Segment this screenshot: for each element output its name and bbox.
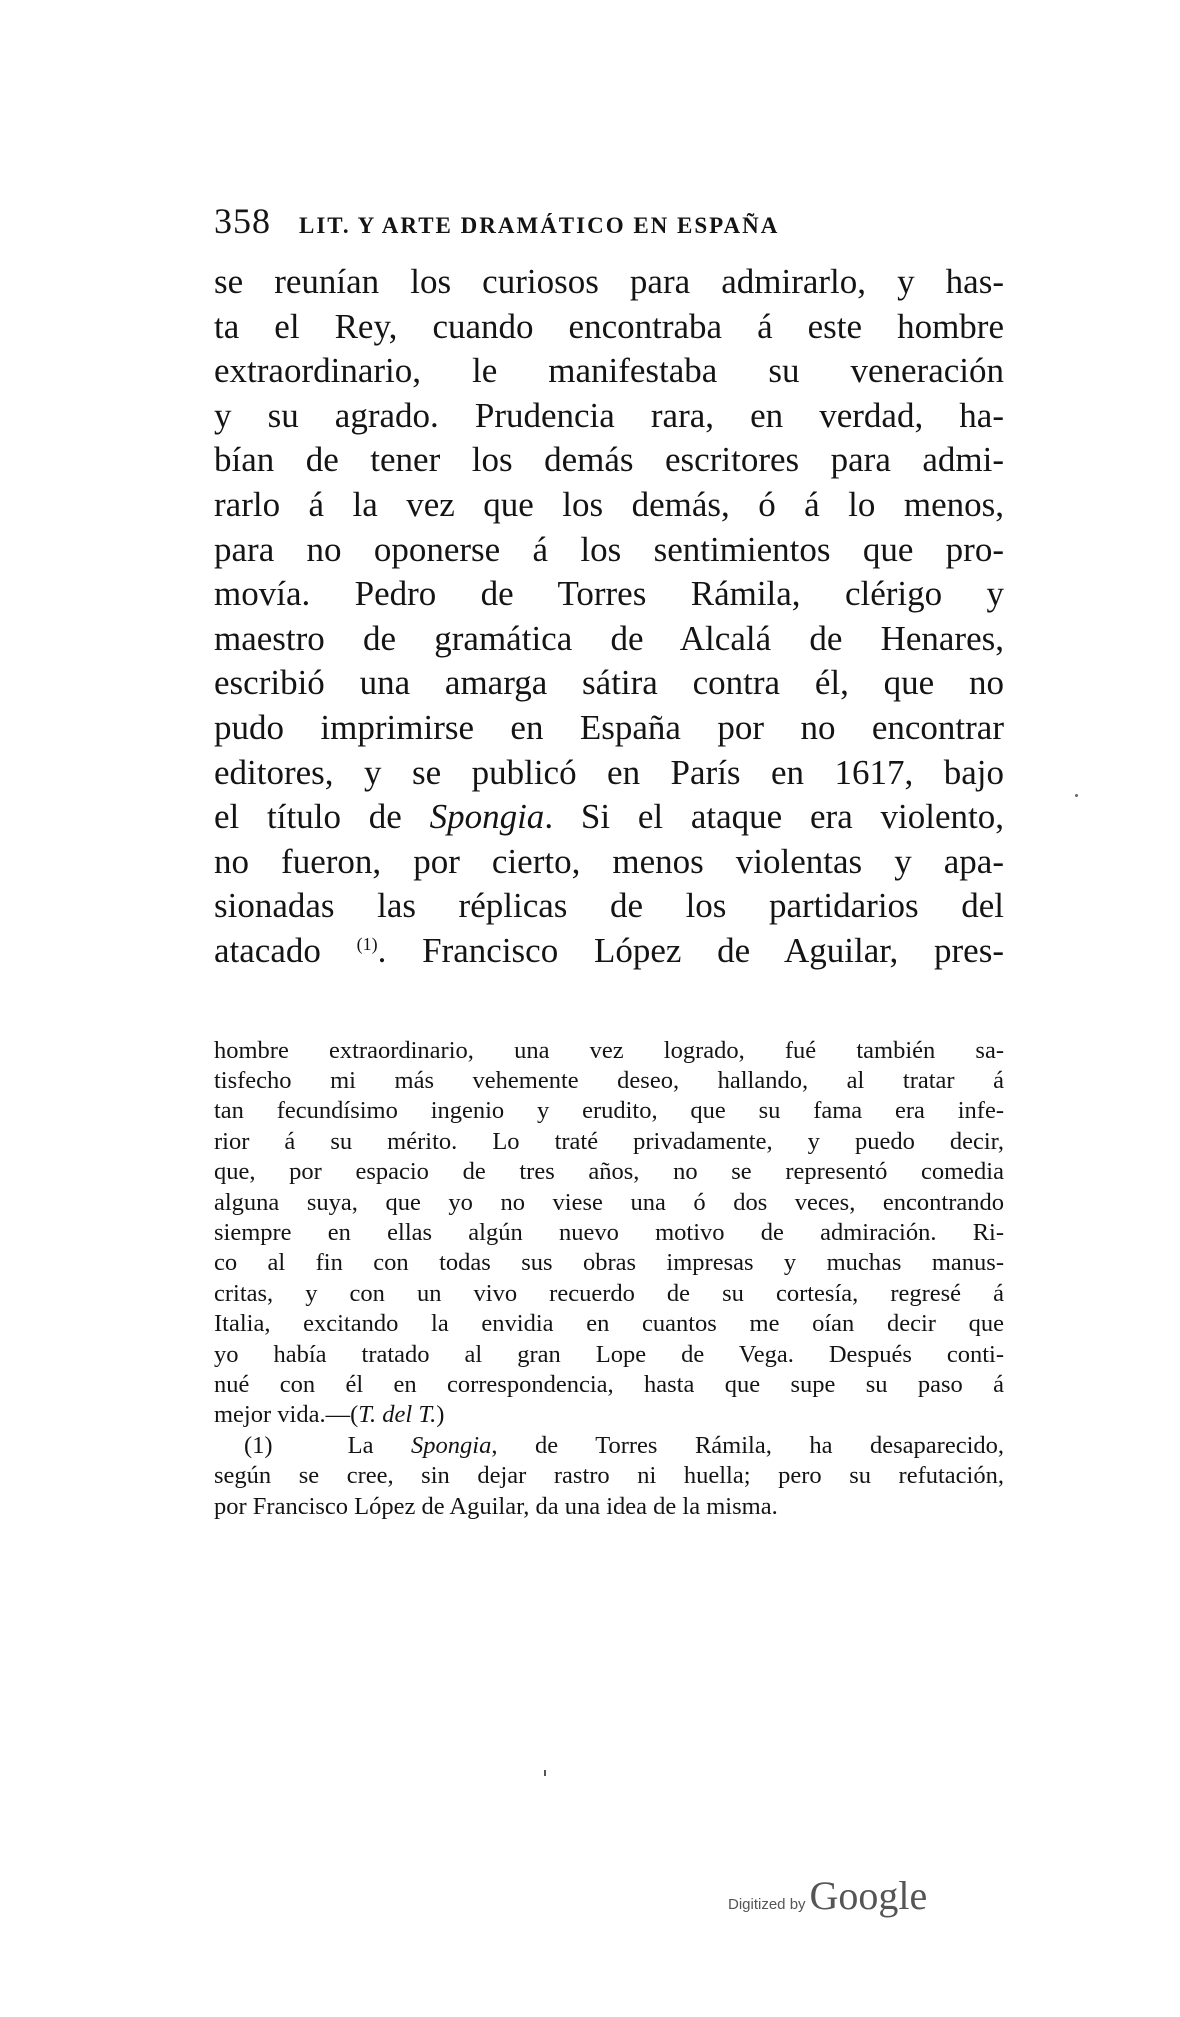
translator-note: T. del T. bbox=[358, 1401, 437, 1429]
body-line: bían de tener los demás escritores para admi- bbox=[214, 440, 1004, 480]
footnote-marker: (1) bbox=[244, 1431, 273, 1459]
digitization-watermark bbox=[728, 1872, 927, 1919]
body-line: extraordinario, le manifestaba su veneración bbox=[214, 351, 1004, 391]
footnote-reference: (1) bbox=[356, 933, 378, 954]
body-line: no fueron, por cierto, menos violentas y apa- bbox=[214, 841, 1004, 881]
body-line: pudo imprimirse en España por no encontrar bbox=[214, 707, 1004, 747]
notes-section bbox=[214, 1036, 1004, 1523]
body-line: para no oponerse á los sentimientos que pro- bbox=[214, 529, 1004, 569]
note-text-fragment: ) bbox=[436, 1401, 445, 1429]
body-text-fragment: . Francisco López de Aguilar, pres- bbox=[377, 930, 1004, 970]
body-text bbox=[214, 260, 1004, 974]
note-line: tisfecho mi más vehemente deseo, hallando, al tratar á bbox=[214, 1066, 1004, 1094]
print-speck bbox=[544, 1770, 546, 1776]
body-text-fragment: atacado bbox=[214, 930, 357, 970]
note-line: alguna suya, que yo no viese una ó dos veces, encontrando bbox=[214, 1188, 1004, 1216]
body-line: y su agrado. Prudencia rara, en verdad, ha- bbox=[214, 395, 1004, 435]
print-speck bbox=[1075, 794, 1078, 797]
body-line: rarlo á la vez que los demás, ó á lo menos, bbox=[214, 484, 1004, 524]
body-line: sionadas las réplicas de los partidarios del bbox=[214, 886, 1004, 926]
footnote-fragment: , de Torres Rámila, ha desaparecido, bbox=[491, 1431, 1005, 1459]
body-line-title bbox=[214, 795, 1004, 840]
note-line: siempre en ellas algún nuevo motivo de admiración. Ri- bbox=[214, 1218, 1004, 1246]
note-line: que, por espacio de tres años, no se representó comedia bbox=[214, 1158, 1004, 1186]
note-text-fragment: mejor vida.—( bbox=[214, 1401, 359, 1429]
footnote-spongia: Spongia bbox=[411, 1431, 492, 1459]
body-line: movía. Pedro de Torres Rámila, clérigo y bbox=[214, 574, 1004, 614]
note-line: Italia, excitando la envidia en cuantos me oían decir que bbox=[214, 1310, 1004, 1338]
note-line: hombre extraordinario, una vez logrado, fué también sa- bbox=[214, 1036, 1004, 1064]
running-title: LIT. Y ARTE DRAMÁTICO EN ESPAÑA bbox=[299, 213, 780, 238]
note-line-end bbox=[214, 1400, 1004, 1430]
note-line: critas, y con un vivo recuerdo de su cortesía, regresé á bbox=[214, 1279, 1004, 1307]
running-head bbox=[214, 200, 1004, 248]
body-text-fragment: el título de bbox=[214, 797, 430, 837]
watermark-small-text: Digitized by bbox=[728, 1896, 806, 1913]
google-logo: Google bbox=[809, 1873, 928, 1918]
note-line: tan fecundísimo ingenio y erudito, que su fama era infe- bbox=[214, 1097, 1004, 1125]
body-line: escribió una amarga sátira contra él, que no bbox=[214, 663, 1004, 703]
page-number: 358 bbox=[214, 201, 271, 241]
body-line: maestro de gramática de Alcalá de Henares, bbox=[214, 618, 1004, 658]
footnote-line: por Francisco López de Aguilar, da una idea de la misma. bbox=[214, 1492, 778, 1520]
note-line: rior á su mérito. Lo traté privadamente, y puedo decir, bbox=[214, 1127, 1004, 1155]
body-line: editores, y se publicó en París en 1617, bajo bbox=[214, 752, 1004, 792]
footnote-fragment: La bbox=[347, 1431, 412, 1459]
body-line-footnote bbox=[214, 929, 1004, 974]
note-line: yo había tratado al gran Lope de Vega. Después conti- bbox=[214, 1340, 1004, 1368]
spongia-title: Spongia bbox=[429, 797, 545, 837]
body-line: ta el Rey, cuando encontraba á este hombre bbox=[214, 306, 1004, 346]
book-page bbox=[214, 200, 1004, 1522]
body-line: se reunían los curiosos para admirarlo, y has- bbox=[214, 262, 1004, 301]
note-line: co al fin con todas sus obras impresas y muchas manus- bbox=[214, 1249, 1004, 1277]
note-line: nué con él en correspondencia, hasta que supe su paso á bbox=[214, 1370, 1004, 1398]
footnote-line: según se cree, sin dejar rastro ni huella; pero su refutación, bbox=[214, 1462, 1004, 1490]
footnote-line bbox=[214, 1431, 1004, 1461]
body-text-fragment: . Si el ataque era violento, bbox=[544, 797, 1004, 837]
